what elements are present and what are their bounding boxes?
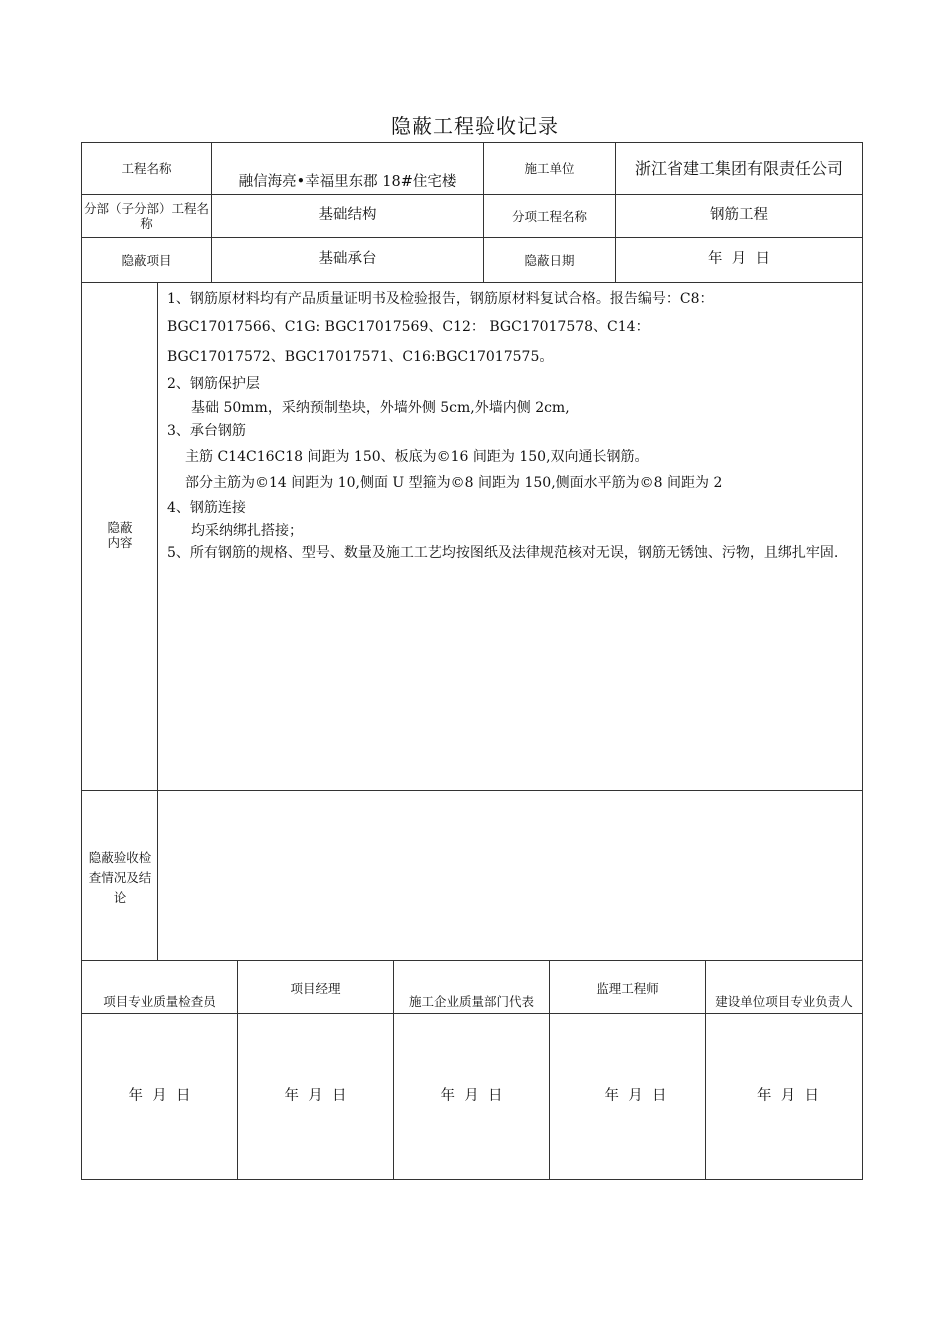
project-name-value: 融信海亮•幸福里东郡 18#住宅楼 bbox=[238, 173, 457, 190]
construction-unit-value: 浙江省建工集团有限责任公司 bbox=[634, 158, 843, 178]
inspection-conclusion bbox=[160, 793, 860, 957]
content-line: BGC17017566、C1G: BGC17017569、C12： BGC17017578、C14： bbox=[167, 319, 650, 335]
division-label: 分部（子分部）工程名称 bbox=[84, 201, 210, 231]
content-line: 2、钢筋保护层 bbox=[167, 376, 260, 392]
construction-unit-label: 施工单位 bbox=[524, 161, 575, 176]
signature-role: 监理工程师 bbox=[596, 980, 659, 996]
signature-role: 施工企业质量部门代表 bbox=[408, 993, 534, 1009]
document-title: 隐蔽工程验收记录 bbox=[391, 114, 559, 138]
hidden-date-value: 年 月 日 bbox=[708, 251, 770, 268]
signature-date: 年 月 日 bbox=[440, 1088, 503, 1105]
hidden-item-value: 基础承台 bbox=[318, 251, 377, 268]
subitem-label: 分项工程名称 bbox=[511, 208, 587, 224]
division-value: 基础结构 bbox=[318, 207, 377, 224]
subitem-value: 钢筋工程 bbox=[710, 207, 768, 224]
content-line: 4、钢筋连接 bbox=[167, 500, 246, 516]
content-line: 基础 50mm，采纳预制垫块，外墙外侧 5cm,外墙内侧 2cm, bbox=[191, 400, 570, 416]
content-line: BGC17017572、BGC17017571、C16:BGC17017575。 bbox=[167, 349, 554, 365]
content-line: 3、承台钢筋 bbox=[167, 423, 246, 439]
signature-date: 年 月 日 bbox=[284, 1088, 347, 1105]
signature-date: 年 月 日 bbox=[604, 1088, 667, 1105]
hidden-date-label: 隐蔽日期 bbox=[524, 252, 575, 268]
project-name-label: 工程名称 bbox=[121, 161, 172, 176]
signature-role: 项目专业质量检查员 bbox=[103, 993, 216, 1009]
signature-role: 项目经理 bbox=[290, 980, 341, 996]
hidden-content-label: 隐蔽内容 bbox=[107, 520, 133, 550]
inspection-label: 隐蔽验收检查情况及结论 bbox=[88, 850, 152, 905]
content-line: 1、钢筋原材料均有产品质量证明书及检验报告，钢筋原材料复试合格。报告编号：C8： bbox=[167, 291, 714, 307]
content-line: 均采纳绑扎搭接； bbox=[191, 523, 303, 539]
hidden-item-label: 隐蔽项目 bbox=[121, 252, 172, 268]
content-line: 主筋 C14C16C18 间距为 150、板底为©16 间距为 150,双向通长钢筋。 bbox=[185, 449, 649, 465]
content-line: 部分主筋为©14 间距为 10,侧面 U 型箍为©8 间距为 150,侧面水平筋为©8 间距为 2 bbox=[185, 475, 723, 491]
signature-role: 建设单位项目专业负责人 bbox=[715, 993, 853, 1009]
content-line: 5、所有钢筋的规格、型号、数量及施工工艺均按图纸及法律规范核对无误，钢筋无锈蚀、污物，且绑扎牢固. bbox=[167, 545, 839, 561]
hidden-content-body bbox=[167, 287, 862, 565]
signature-date: 年 月 日 bbox=[128, 1088, 191, 1105]
signature-date: 年 月 日 bbox=[757, 1088, 819, 1105]
